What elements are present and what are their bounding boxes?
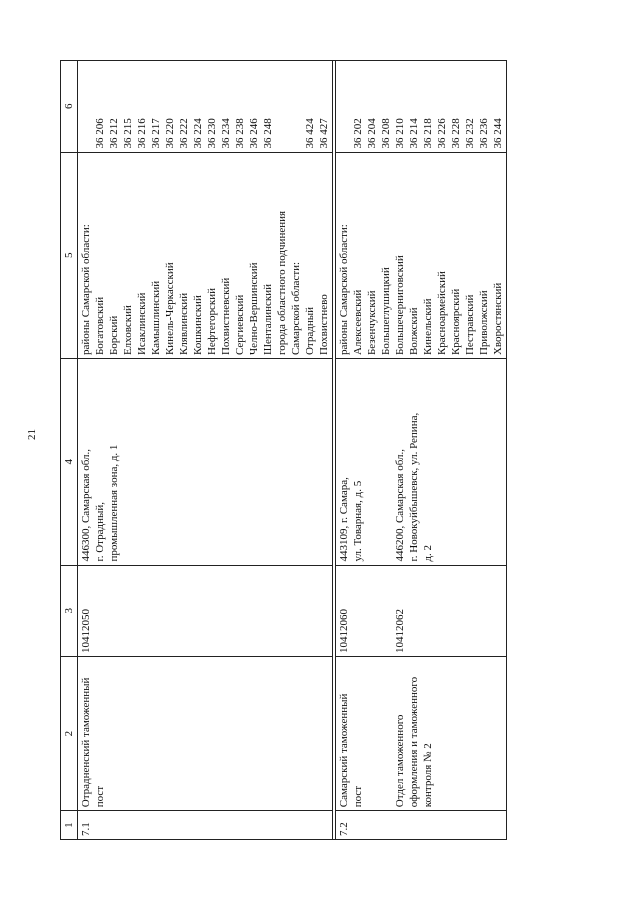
cell-line xyxy=(365,569,379,653)
cell-line: Похвистневский xyxy=(220,277,232,356)
header-cell-4: 4 xyxy=(61,359,78,566)
okato-cell xyxy=(336,61,507,153)
cell-line: 36 232 xyxy=(464,118,476,149)
cell-line xyxy=(275,64,289,149)
cell-line: 7.1 xyxy=(80,822,92,836)
cell-line: 36 216 xyxy=(136,118,148,149)
cell-line: Волжский xyxy=(408,307,420,356)
rotated-table-container xyxy=(60,60,587,840)
okato-cell xyxy=(78,61,333,153)
cell-line: 36 218 xyxy=(422,118,434,149)
cell-line: Самарской области: xyxy=(290,261,302,356)
cell-line: 36 236 xyxy=(478,118,490,149)
cell-line: Челно-Вершинский xyxy=(248,262,260,356)
cell-line: оформления и таможенного xyxy=(408,676,420,808)
cell-line: Самарский таможенный xyxy=(338,693,350,808)
header-cell-2: 2 xyxy=(61,657,78,811)
cell-line: г. Новокуйбышевск, ул. Репина, xyxy=(408,412,420,562)
cell-line: 36 224 xyxy=(192,118,204,149)
cell-line xyxy=(289,64,303,149)
cell-line: Отдел таможенного xyxy=(394,714,406,808)
page-number: 21 xyxy=(26,429,38,440)
cell-line: 36 214 xyxy=(408,118,420,149)
cell-line: 446300, Самарская обл., xyxy=(80,448,92,562)
cell-line: Похвистнево xyxy=(318,294,330,356)
cell-line: 10412050 xyxy=(80,609,92,654)
cell-line: Клявлинский xyxy=(178,292,190,356)
cell-line: районы Самарской области: xyxy=(80,224,92,356)
cell-line: Кошкинский xyxy=(192,295,204,356)
cell-line: 36 210 xyxy=(394,118,406,149)
cell-line: д. 2 xyxy=(422,544,434,562)
customs-table xyxy=(60,60,507,840)
cell-line: Елховский xyxy=(122,305,134,356)
cell-line: 36 244 xyxy=(492,118,504,149)
cell-line: 36 248 xyxy=(262,118,274,149)
cell-line: 36 220 xyxy=(164,118,176,149)
cell-line: промышленная зона, д. 1 xyxy=(108,444,120,562)
cell-line: Борский xyxy=(108,315,120,356)
cell-line: Большеглушицкий xyxy=(380,267,392,356)
header-cell-6: 6 xyxy=(61,61,78,153)
header-row xyxy=(61,61,78,840)
cell-line: 36 206 xyxy=(94,118,106,149)
cell-line: 36 212 xyxy=(108,118,120,149)
cell-line: Камышлинский xyxy=(150,280,162,356)
cell-line: Шенталинский xyxy=(262,283,274,356)
cell-line: Кинель-Черкасский xyxy=(164,262,176,356)
cell-line: 36 424 xyxy=(304,118,316,149)
header-cell-5: 5 xyxy=(61,152,78,359)
cell-line xyxy=(351,569,365,653)
cell-line: 36 228 xyxy=(450,118,462,149)
cell-line: города областного подчинения xyxy=(276,210,288,356)
cell-line: Хворостянский xyxy=(492,282,504,356)
cell-line: 7.2 xyxy=(338,822,350,836)
cell-line: 36 246 xyxy=(248,118,260,149)
header-cell-1: 1 xyxy=(61,811,78,840)
cell-line: 10412060 xyxy=(338,609,350,654)
post-name-cell xyxy=(78,657,333,811)
areas-cell xyxy=(336,152,507,359)
cell-line: Безенчукский xyxy=(366,290,378,356)
row-number-cell xyxy=(336,811,507,840)
cell-line: пост xyxy=(94,785,106,808)
cell-line: 443109, г. Самара, xyxy=(338,477,350,562)
cell-line: Исаклинский xyxy=(136,292,148,356)
post-code-cell xyxy=(336,565,507,656)
cell-line: г. Отрадный, xyxy=(94,501,106,562)
cell-line: контроля № 2 xyxy=(422,743,434,808)
cell-line: Нефтегорский xyxy=(206,288,218,356)
cell-line: районы Самарской области: xyxy=(338,224,350,356)
cell-line xyxy=(379,362,393,562)
row-number-cell xyxy=(78,811,333,840)
table-row xyxy=(336,61,507,840)
cell-line xyxy=(79,64,93,149)
post-name-cell xyxy=(336,657,507,811)
cell-line: Красноярский xyxy=(450,288,462,356)
post-code-cell xyxy=(78,565,333,656)
table-row xyxy=(78,61,333,840)
cell-line: Богатовский xyxy=(94,296,106,356)
cell-line: 36 208 xyxy=(380,118,392,149)
header-cell-3: 3 xyxy=(61,565,78,656)
cell-line: 36 215 xyxy=(122,118,134,149)
cell-line: ул. Товарная, д. 5 xyxy=(352,480,364,562)
cell-line: 36 226 xyxy=(436,118,448,149)
address-cell xyxy=(78,359,333,566)
cell-line: 36 202 xyxy=(352,118,364,149)
cell-line: Отрадный xyxy=(304,307,316,356)
cell-line xyxy=(379,660,393,807)
cell-line: Сергиевский xyxy=(234,294,246,356)
cell-line: 36 230 xyxy=(206,118,218,149)
cell-line: Приволжский xyxy=(478,290,490,356)
cell-line: 446200, Самарская обл., xyxy=(394,448,406,562)
cell-line: 36 217 xyxy=(150,118,162,149)
cell-line: пост xyxy=(352,785,364,808)
cell-line: 36 204 xyxy=(366,118,378,149)
cell-line xyxy=(365,660,379,807)
cell-line: 36 222 xyxy=(178,118,190,149)
cell-line: Красноармейский xyxy=(436,271,448,356)
cell-line: 36 238 xyxy=(234,118,246,149)
cell-line: 36 427 xyxy=(318,118,330,149)
cell-line: Отрадненский таможенный xyxy=(80,677,92,808)
cell-line: Кинельский xyxy=(422,298,434,356)
address-cell xyxy=(336,359,507,566)
cell-line xyxy=(379,569,393,653)
cell-line: 10412062 xyxy=(394,609,406,654)
cell-line: Пестравский xyxy=(464,294,476,356)
cell-line xyxy=(337,64,351,149)
cell-line: 36 234 xyxy=(220,118,232,149)
areas-cell xyxy=(78,152,333,359)
cell-line xyxy=(365,362,379,562)
cell-line: Большечерниговский xyxy=(394,255,406,356)
cell-line: Алексеевский xyxy=(352,289,364,356)
